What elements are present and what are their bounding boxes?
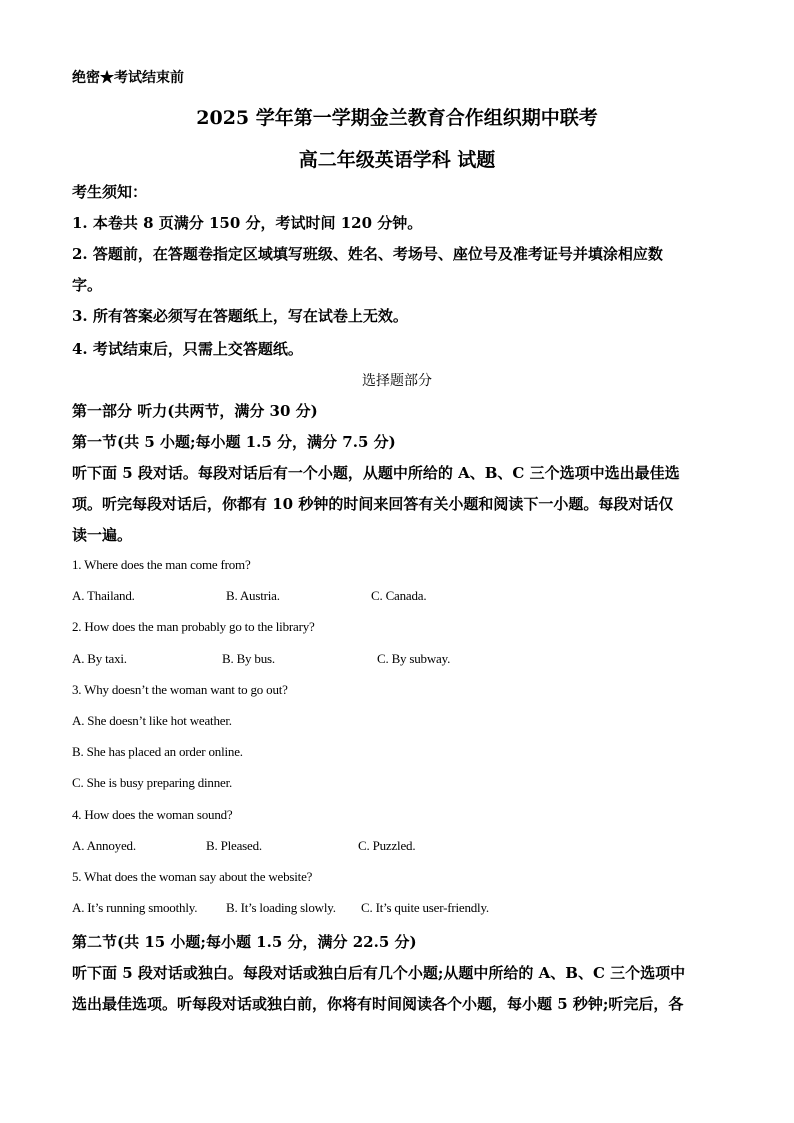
option-a: A. Thailand. xyxy=(72,588,135,603)
sec2-heading: 第二节(共 15 小题;每小题 1.5 分，满分 22.5 分) xyxy=(72,933,417,951)
notice-item: 字。 xyxy=(72,276,103,294)
notice-item: 2. 答题前，在答题卷指定区域填写班级、姓名、考场号、座位号及准考证号并填涂相应数 xyxy=(72,245,663,263)
sec2-instruction: 听下面 5 段对话或独白。每段对话或独白后有几个小题;从题中所给的 A、B、C 三个选项中 xyxy=(72,964,686,982)
sec1-instruction: 读一遍。 xyxy=(72,526,133,544)
option-c: C. Canada. xyxy=(371,588,427,603)
notice-heading: 考生须知： xyxy=(72,183,148,201)
option-c: C. By subway. xyxy=(377,651,451,666)
exam-title: 2025 学年第一学期金兰教育合作组织期中联考 xyxy=(196,107,598,129)
option-a: A. Annoyed. xyxy=(72,838,136,853)
confidential-label: 绝密★考试结束前 xyxy=(72,70,184,86)
exam-subtitle: 高二年级英语学科 试题 xyxy=(298,149,496,171)
option-c: C. She is busy preparing dinner. xyxy=(72,775,233,790)
section-label: 选择题部分 xyxy=(362,373,432,389)
question-text: 3. Why doesn’t the woman want to go out? xyxy=(72,682,288,697)
option-b: B. Pleased. xyxy=(206,838,262,853)
sec1-heading: 第一节(共 5 小题;每小题 1.5 分，满分 7.5 分) xyxy=(72,433,396,451)
question-text: 1. Where does the man come from? xyxy=(72,557,251,572)
question-text: 2. How does the man probably go to the library? xyxy=(72,619,315,634)
option-a: A. By taxi. xyxy=(72,651,127,666)
option-b: B. By bus. xyxy=(222,651,275,666)
question-text: 5. What does the woman say about the website? xyxy=(72,869,313,884)
option-b: B. Austria. xyxy=(226,588,280,603)
question-text: 4. How does the woman sound? xyxy=(72,807,233,822)
sec2-instruction: 选出最佳选项。听每段对话或独白前，你将有时间阅读各个小题，每小题 5 秒钟;听完后，各 xyxy=(72,995,684,1013)
option-b: B. She has placed an order online. xyxy=(72,744,243,759)
option-a: A. It’s running smoothly. xyxy=(72,900,198,915)
option-a: A. She doesn’t like hot weather. xyxy=(72,713,232,728)
sec1-instruction: 听下面 5 段对话。每段对话后有一个小题，从题中所给的 A、B、C 三个选项中选出最佳选 xyxy=(72,464,680,482)
notice-item: 3. 所有答案必须写在答题纸上，写在试卷上无效。 xyxy=(72,307,408,325)
notice-item: 4. 考试结束后，只需上交答题纸。 xyxy=(72,340,303,358)
option-c: C. Puzzled. xyxy=(358,838,416,853)
option-b: B. It’s loading slowly. xyxy=(226,900,336,915)
notice-item: 1. 本卷共 8 页满分 150 分，考试时间 120 分钟。 xyxy=(72,214,423,232)
sec1-instruction: 项。听完每段对话后，你都有 10 秒钟的时间来回答有关小题和阅读下一小题。每段对话仅 xyxy=(72,495,674,513)
part1-heading: 第一部分 听力(共两节，满分 30 分) xyxy=(72,402,318,420)
option-c: C. It’s quite user-friendly. xyxy=(361,900,489,915)
